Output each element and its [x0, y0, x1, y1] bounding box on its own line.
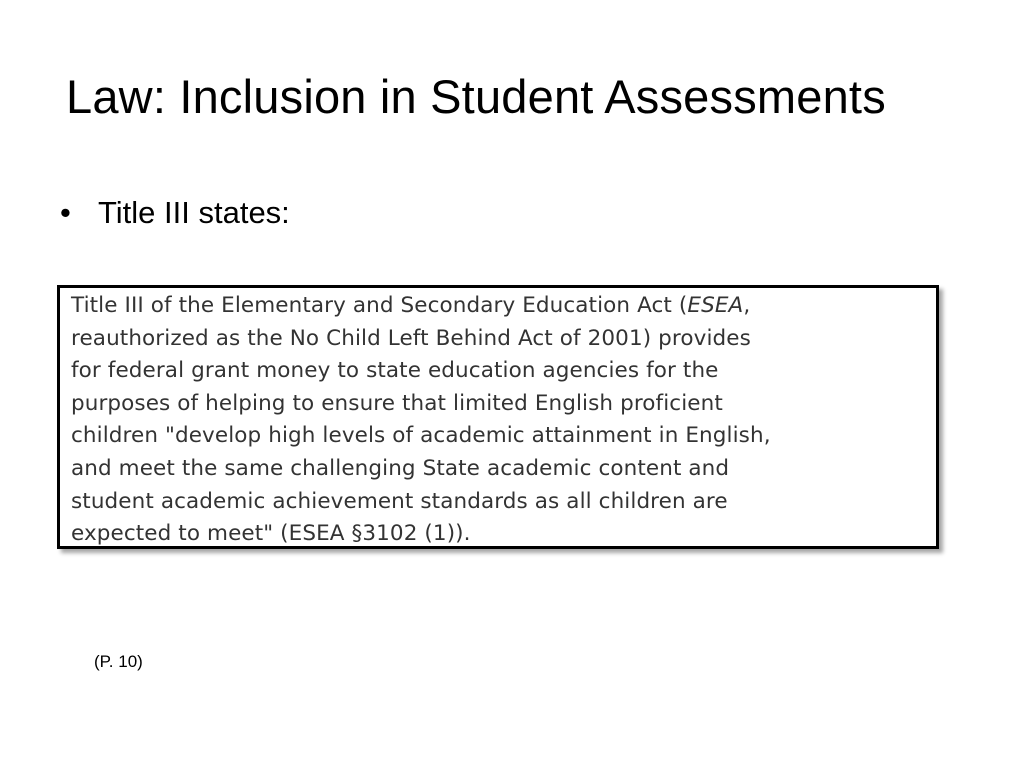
quote-line-8: expected to meet" (ESEA §3102 (1)). [71, 521, 471, 547]
quote-line-6: and meet the same challenging State academic content and [71, 455, 730, 481]
quote-line-3: for federal grant money to state education agencies for the [71, 358, 719, 384]
quote-line-2: reauthorized as the No Child Left Behind Act of 2001) provides [71, 325, 751, 351]
quote-line-1-emphasis: ESEA [687, 293, 744, 318]
quote-line-1-start: Title III of the Elementary and Secondary Education Act ( [71, 293, 688, 318]
quote-line-5: children "develop high levels of academic attainment in English, [71, 423, 771, 449]
quote-box [57, 285, 939, 549]
quote-line-4: purposes of helping to ensure that limited English proficient [71, 390, 723, 416]
quote-line-7: student academic achievement standards as all children are [71, 488, 728, 514]
slide-title: Law: Inclusion in Student Assessments [66, 70, 886, 123]
quote-text [71, 290, 928, 551]
page-citation: (P. 10) [94, 652, 143, 671]
quote-line-1 [71, 290, 928, 323]
bullet-marker: • [60, 195, 71, 230]
bullet-item [60, 190, 290, 236]
bullet-text: Title III states: [98, 195, 290, 230]
quote-line-1-end: , [743, 293, 751, 318]
